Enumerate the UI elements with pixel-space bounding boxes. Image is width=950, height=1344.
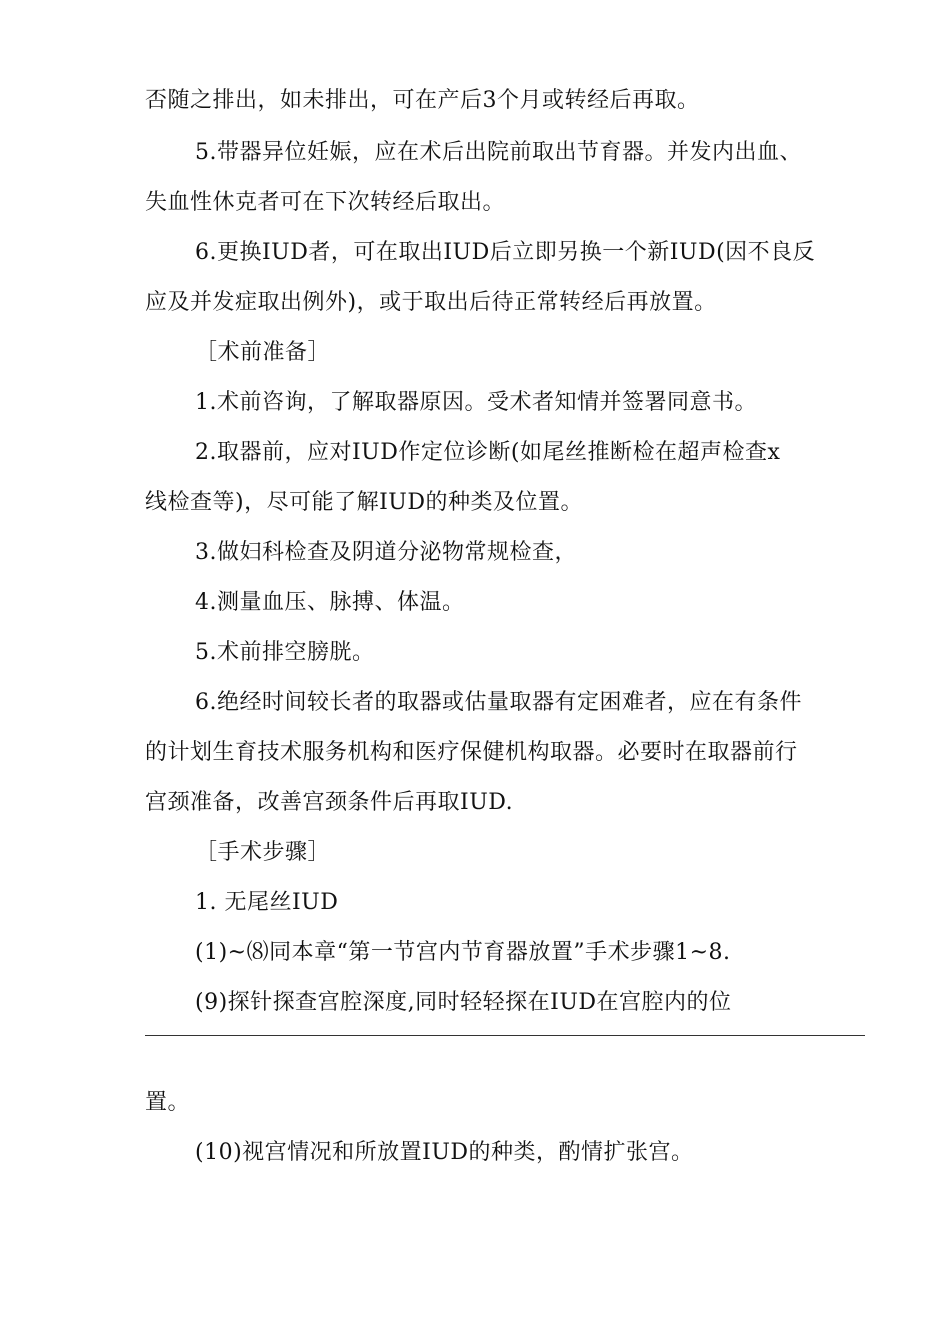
list-item: 1. 无尾丝IUD (195, 890, 339, 915)
page-divider (145, 1035, 865, 1036)
list-item: 1.术前咨询，了解取器原因。受术者知情并签署同意书。 (195, 390, 757, 415)
text-line: 失血性休克者可在下次转经后取出。 (145, 190, 506, 215)
list-item: (1)~⑻同本章“第一节宫内节育器放置”手术步骤1~8. (195, 940, 731, 965)
section-heading: ［手术步骤］ (195, 840, 331, 865)
list-item: 2.取器前，应对IUD作定位诊断(如尾丝推断检在超声检查x (195, 440, 781, 465)
text-line: 的计划生育技术服务机构和医疗保健机构取器。必要时在取器前行 (145, 740, 798, 765)
text-line: 6.更换IUD者，可在取出IUD后立即另换一个新IUD(因不良反 (195, 240, 816, 265)
text-line: 置。 (145, 1090, 191, 1115)
list-item: (10)视宫情况和所放置IUD的种类，酌情扩张宫。 (195, 1140, 694, 1165)
list-item: 4.测量血压、脉搏、体温。 (195, 590, 465, 615)
list-item: 6.绝经时间较长者的取器或估量取器有定困难者，应在有条件 (195, 690, 802, 715)
text-line: 5.带器异位妊娠，应在术后出院前取出节育器。并发内出血、 (195, 140, 802, 165)
list-item: 3.做妇科检查及阴道分泌物常规检查， (195, 540, 577, 565)
text-line: 线检查等)，尽可能了解IUD的种类及位置。 (145, 490, 583, 515)
list-item: (9)探针探查宫腔深度,同时轻轻探在IUD在宫腔内的位 (195, 990, 732, 1015)
section-heading: ［术前准备］ (195, 340, 331, 365)
text-line: 否随之排出，如未排出，可在产后3个月或转经后再取。 (145, 88, 700, 113)
list-item: 5.术前排空膀胱。 (195, 640, 375, 665)
text-line: 宫颈准备，改善宫颈条件后再取IUD. (145, 790, 514, 815)
text-line: 应及并发症取出例外)，或于取出后待正常转经后再放置。 (145, 290, 717, 315)
